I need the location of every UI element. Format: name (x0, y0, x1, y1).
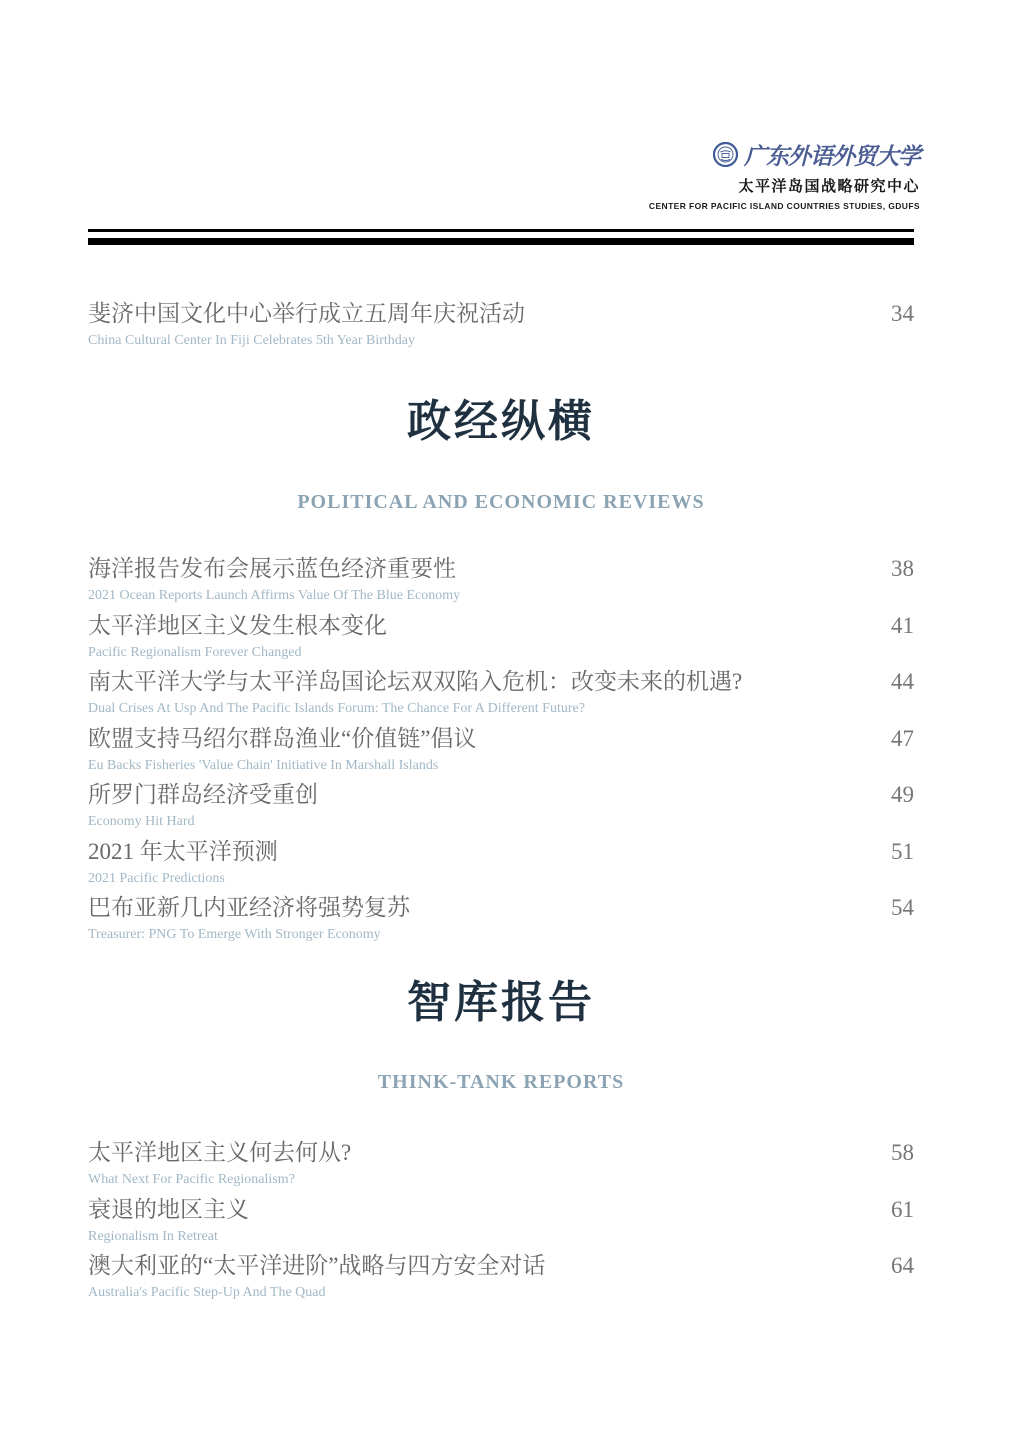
entry-title-cn: 欧盟支持马绍尔群岛渔业“价值链”倡议 (88, 725, 477, 751)
entry-title-en: Eu Backs Fisheries 'Value Chain' Initiative In Marshall Islands (88, 757, 439, 773)
center-name-cn: 太平洋岛国战略研究中心 (738, 179, 920, 195)
entry-page-number: 49 (891, 782, 914, 807)
entry-title-en: What Next For Pacific Regionalism? (88, 1172, 295, 1187)
entry-title-en: Dual Crises At Usp And The Pacific Islands Forum: The Chance For A Different Future? (88, 701, 585, 716)
toc-section1-entries (88, 554, 914, 950)
toc-intro-entries (88, 299, 914, 356)
entry-page-number: 54 (891, 895, 914, 920)
entry-title-en: Economy Hit Hard (88, 814, 195, 829)
entry-title-cn: 南太平洋大学与太平洋岛国论坛双双陷入危机：改变未来的机遇? (88, 669, 743, 694)
divider-thick-rule (88, 238, 914, 245)
entry-title-cn: 澳大利亚的“太平洋进阶”战略与四方安全对话 (88, 1253, 546, 1278)
toc-entry (88, 1251, 914, 1308)
divider-thin-rule (88, 229, 914, 232)
university-name: 广东外语外贸大学 (744, 143, 920, 169)
toc-section2-entries (88, 1138, 914, 1308)
entry-text (88, 893, 891, 943)
toc-entry (88, 724, 914, 781)
section-heading-en: POLITICAL AND ECONOMIC REVIEWS (297, 491, 705, 513)
center-name-en: CENTER FOR PACIFIC ISLAND COUNTRIES STUDIES, GDUFS (648, 201, 920, 211)
header-brand (649, 138, 920, 211)
entry-title-cn: 2021 年太平洋预测 (88, 838, 278, 864)
toc-entry (88, 554, 914, 611)
entry-page-number: 58 (891, 1140, 914, 1165)
entry-text (88, 724, 891, 774)
entry-page-number: 38 (891, 556, 914, 581)
entry-text (88, 1251, 891, 1301)
entry-page-number: 61 (891, 1196, 914, 1222)
section-heading-cn: 智库报告 (407, 978, 595, 1027)
toc-entry (88, 1138, 914, 1195)
entry-title-en: Australia's Pacific Step-Up And The Quad (88, 1285, 326, 1300)
entry-text (88, 780, 891, 830)
entry-title-en: 2021 Ocean Reports Launch Affirms Value Of The Blue Economy (88, 588, 461, 603)
toc-entry (88, 893, 914, 950)
entry-page-number: 47 (891, 725, 914, 751)
entry-title-en: 2021 Pacific Predictions (88, 870, 225, 886)
entry-text (88, 299, 891, 349)
entry-title-cn: 太平洋地区主义何去何从? (88, 1140, 352, 1165)
toc-entry (88, 611, 914, 668)
entry-title-cn: 所罗门群岛经济受重创 (88, 782, 318, 807)
section-heading-cn: 政经纵横 (407, 397, 595, 446)
entry-title-en: Regionalism In Retreat (88, 1228, 218, 1244)
toc-entry (88, 837, 914, 894)
entry-title-en: Pacific Regionalism Forever Changed (88, 644, 302, 660)
entry-text (88, 611, 891, 661)
toc-entry (88, 299, 914, 356)
entry-page-number: 41 (891, 612, 914, 638)
section-heading-en: THINK-TANK REPORTS (377, 1071, 625, 1093)
entry-text (88, 667, 891, 717)
entry-page-number: 44 (891, 669, 914, 694)
toc-entry (88, 667, 914, 724)
entry-page-number: 34 (891, 301, 914, 326)
entry-title-cn: 海洋报告发布会展示蓝色经济重要性 (88, 556, 456, 581)
entry-text (88, 1138, 891, 1188)
entry-title-en: China Cultural Center In Fiji Celebrates 5th Year Birthday (88, 333, 416, 348)
entry-page-number: 51 (891, 838, 914, 864)
entry-title-en: Treasurer: PNG To Emerge With Stronger Economy (88, 927, 381, 942)
entry-title-cn: 衰退的地区主义 (88, 1196, 249, 1222)
entry-title-cn: 斐济中国文化中心举行成立五周年庆祝活动 (88, 301, 525, 326)
header-brand-row (713, 138, 920, 170)
entry-text (88, 837, 891, 887)
entry-title-cn: 太平洋地区主义发生根本变化 (88, 612, 387, 638)
entry-text (88, 1195, 891, 1245)
toc-entry (88, 780, 914, 837)
university-seal-icon (713, 142, 738, 167)
entry-page-number: 64 (891, 1253, 914, 1278)
entry-text (88, 554, 891, 604)
entry-title-cn: 巴布亚新几内亚经济将强势复苏 (88, 895, 410, 920)
toc-entry (88, 1195, 914, 1252)
